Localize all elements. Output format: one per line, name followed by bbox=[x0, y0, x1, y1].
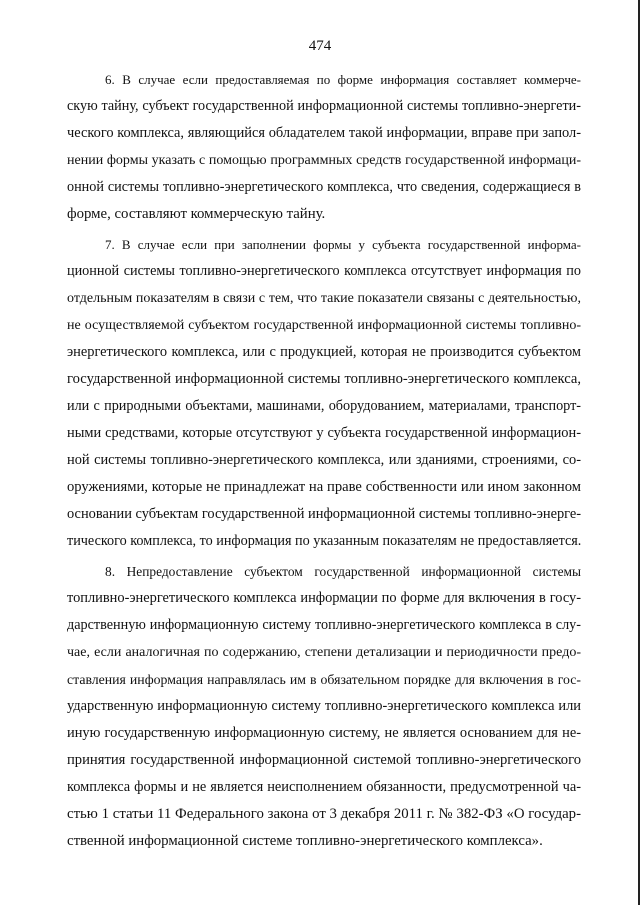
paragraph-7 bbox=[67, 231, 581, 555]
paragraph-line: отдельным показателям в связи с тем, что такие показатели связаны с деятельностью, bbox=[67, 291, 581, 306]
paragraph-6 bbox=[67, 66, 581, 228]
document-body bbox=[67, 66, 581, 858]
paragraph-line: энергетического комплекса, или с продукцией, которая не производится субъектом bbox=[67, 344, 581, 360]
paragraph-line: ставления информация направлялась им в обязательном порядке для включения в гос- bbox=[67, 672, 581, 687]
paragraph-line: чае, если аналогичная по содержанию, степени детализации и периодичности предо- bbox=[67, 645, 581, 660]
paragraph-line: скую тайну, субъект государственной информационной системы топливно-энергети- bbox=[67, 98, 581, 114]
paragraph-line: ударственную информационную систему топливно-энергетического комплекса или bbox=[67, 698, 581, 714]
paragraph-line: ственной информационной системе топливно-энергетического комплекса». bbox=[67, 833, 543, 849]
paragraph-line: комплекса формы и не является неисполнением обязанности, предусмотренной ча- bbox=[67, 779, 581, 795]
paragraph-line: стью 1 статьи 11 Федерального закона от 3 декабря 2011 г. № 382-ФЗ «О государ- bbox=[67, 806, 581, 822]
paragraph-line: иную государственную информационную систему, не является основанием для не- bbox=[67, 725, 581, 741]
paragraph-line: форме, составляют коммерческую тайну. bbox=[67, 206, 326, 222]
paragraph-line: 8. Непредоставление субъектом государственной информационной системы bbox=[105, 564, 581, 579]
paragraph-line: дарственную информационную систему топливно-энергетического комплекса в слу- bbox=[67, 617, 581, 633]
paragraph-line: ной системы топливно-энергетического комплекса, или зданиями, строениями, со- bbox=[67, 452, 581, 468]
paragraph-line: не осуществляемой субъектом государственной информационной системы топливно- bbox=[67, 318, 581, 333]
page-number: 474 bbox=[308, 38, 332, 54]
paragraph-line: государственной информационной системы топливно-энергетического комплекса, bbox=[67, 371, 581, 387]
paragraph-8 bbox=[67, 558, 581, 855]
paragraph-line: 6. В случае если предоставляемая по форме информация составляет коммерче- bbox=[105, 72, 581, 87]
paragraph-line: или с природными объектами, машинами, оборудованием, материалами, транспорт- bbox=[67, 398, 581, 414]
paragraph-line: ческого комплекса, являющийся обладателем такой информации, вправе при запол- bbox=[67, 125, 581, 141]
paragraph-line: основании субъектам государственной информационной системы топливно-энерге- bbox=[67, 506, 582, 522]
paragraph-line: онной системы топливно-энергетического комплекса, что сведения, содержащиеся в bbox=[67, 179, 581, 195]
paragraph-line: ционной системы топливно-энергетического комплекса отсутствует информация по bbox=[67, 263, 581, 279]
paragraph-line: нении формы указать с помощью программных средств государственной информаци- bbox=[67, 153, 581, 168]
paragraph-line: принятия государственной информационной системой топливно-энергетического bbox=[67, 752, 581, 768]
paragraph-line: тического комплекса, то информация по указанным показателям не предоставляется. bbox=[67, 533, 582, 549]
paragraph-line: ными средствами, которые отсутствуют у субъекта государственной информацион- bbox=[67, 425, 581, 441]
paragraph-line: 7. В случае если при заполнении формы у субъекта государственной информа- bbox=[105, 237, 581, 252]
paragraph-line: топливно-энергетического комплекса информации по форме для включения в госу- bbox=[67, 590, 581, 606]
paragraph-line: оружениями, которые не принадлежат на праве собственности или ином законном bbox=[67, 479, 581, 495]
